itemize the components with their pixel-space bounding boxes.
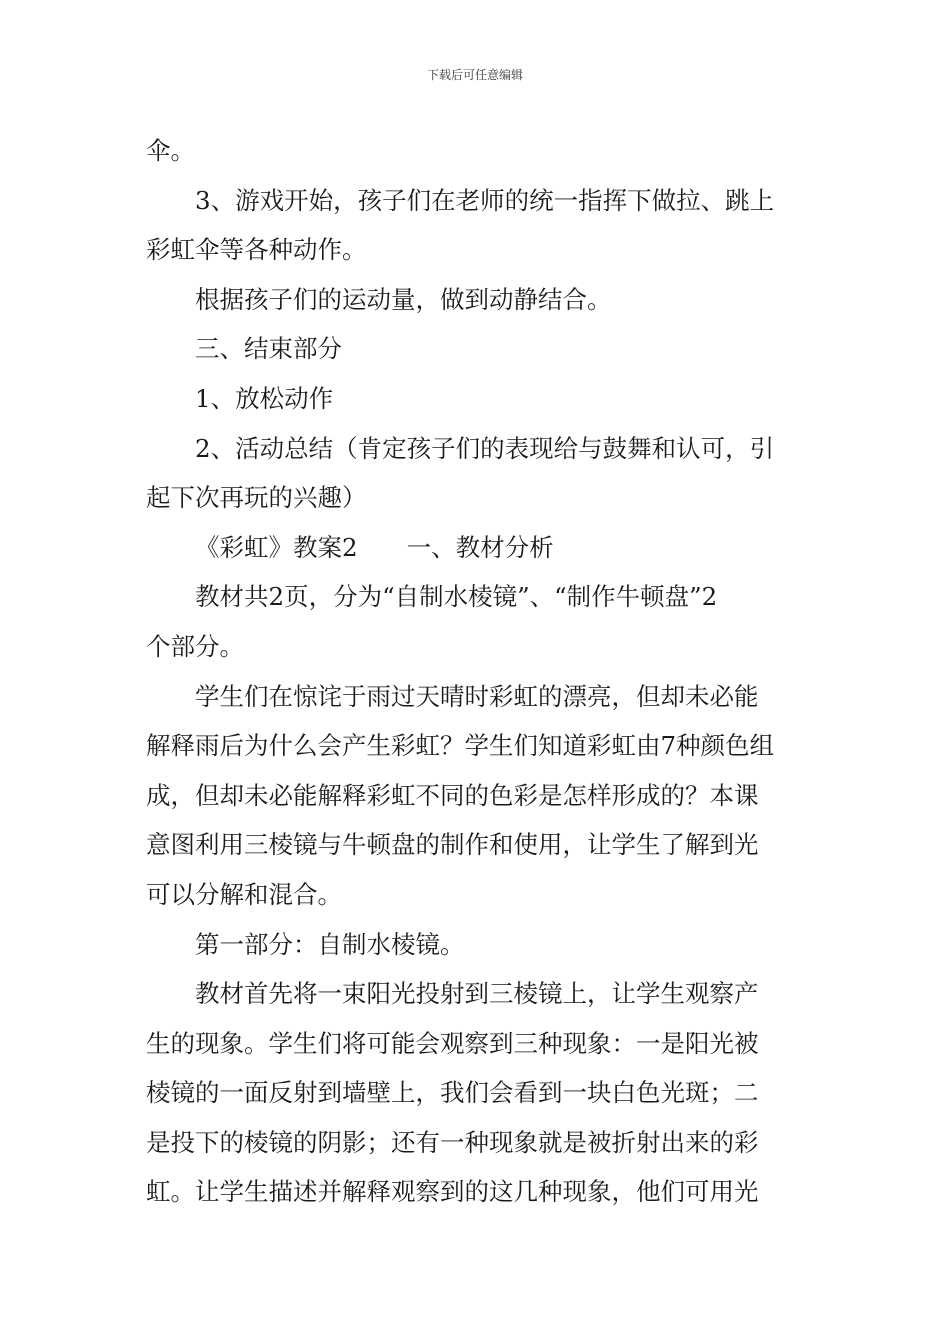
section-heading: 《彩虹》教案2 一、教材分析 bbox=[195, 532, 554, 562]
text-line: 学生们在惊诧于雨过天晴时彩虹的漂亮，但却未必能 bbox=[195, 681, 759, 711]
text-line: 教材首先将一束阳光投射到三棱镜上，让学生观察产 bbox=[195, 979, 759, 1009]
text-line: 2、活动总结（肯定孩子们的表现给与鼓舞和认可，引 bbox=[195, 433, 775, 463]
text-line: 3、游戏开始，孩子们在老师的统一指挥下做拉、跳上 bbox=[195, 185, 775, 215]
text-line: 虹。让学生描述并解释观察到的这几种现象，他们可用光 bbox=[146, 1177, 759, 1207]
section-heading: 第一部分：自制水棱镜。 bbox=[195, 929, 465, 959]
text-line: 起下次再玩的兴趣） bbox=[146, 483, 367, 513]
section-heading: 三、结束部分 bbox=[195, 334, 342, 364]
text-line: 意图利用三棱镜与牛顿盘的制作和使用，让学生了解到光 bbox=[146, 830, 759, 860]
text-line: 教材共2页，分为“自制水棱镜”、“制作牛顿盘”2 bbox=[195, 582, 718, 612]
text-line: 根据孩子们的运动量，做到动静结合。 bbox=[195, 284, 612, 314]
text-line: 彩虹伞等各种动作。 bbox=[146, 235, 367, 265]
text-line: 生的现象。学生们将可能会观察到三种现象：一是阳光被 bbox=[146, 1028, 759, 1058]
text-line: 是投下的棱镜的阴影；还有一种现象就是被折射出来的彩 bbox=[146, 1127, 759, 1157]
text-line: 解释雨后为什么会产生彩虹？学生们知道彩虹由7种颜色组 bbox=[146, 731, 775, 761]
document-body bbox=[146, 126, 806, 1217]
text-line: 成，但却未必能解释彩虹不同的色彩是怎样形成的？本课 bbox=[146, 780, 759, 810]
text-line: 1、放松动作 bbox=[195, 383, 334, 413]
text-line: 个部分。 bbox=[146, 631, 244, 661]
text-line: 棱镜的一面反射到墙壁上，我们会看到一块白色光斑；二 bbox=[146, 1078, 759, 1108]
text-line: 可以分解和混合。 bbox=[146, 879, 342, 909]
page-header: 下载后可任意编辑 bbox=[426, 68, 523, 82]
text-line: 伞。 bbox=[146, 136, 195, 165]
